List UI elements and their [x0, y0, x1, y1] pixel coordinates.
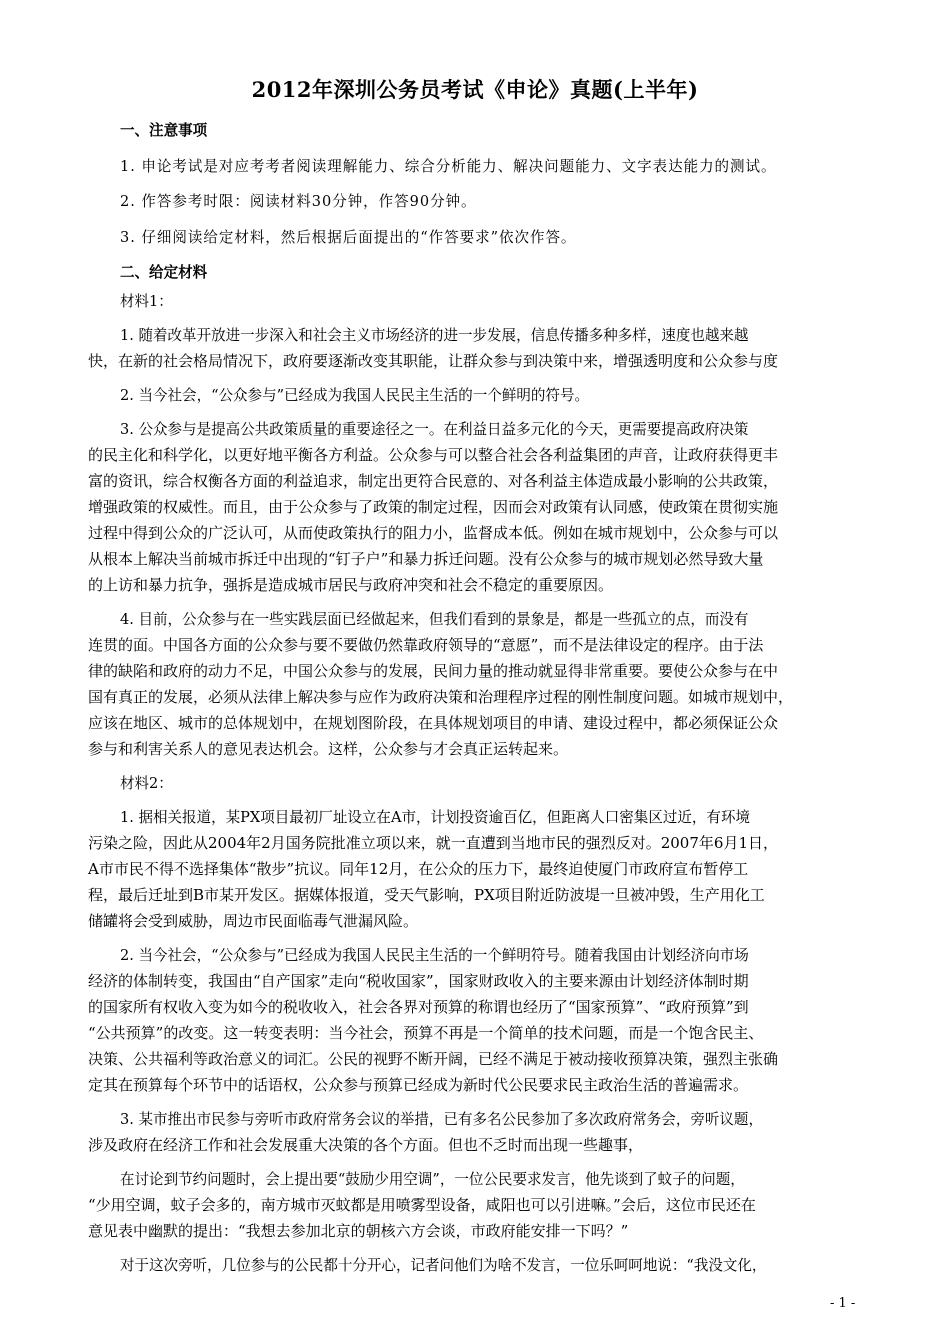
text-line: 连贯的面。中国各方面的公众参与要不要做仍然靠政府领导的“意愿”，而不是法律设定的程序。由于法: [88, 636, 764, 654]
text-line: 的上访和暴力抗争，强拆是造成城市居民与政府冲突和社会不稳定的重要原因。: [88, 576, 614, 594]
text-line: 程，最后迁址到B市某开发区。据媒体报道，受天气影响，PX项目附近防波堤一旦被冲毁，生产用化工: [88, 886, 765, 904]
notice-item-1: 1. 申论考试是对应考考者阅读理解能力、综合分析能力、解决问题能力、文字表达能力的测试。: [120, 157, 777, 175]
text-line: 参与和利害关系人的意见表达机会。这样，公众参与才会真正运转起来。: [88, 740, 569, 758]
text-line: 涉及政府在经济工作和社会发展重大决策的各个方面。但也不乏时而出现一些趣事，: [88, 1136, 644, 1154]
page-number: - 1 -: [830, 1296, 856, 1311]
text-line: 1. 随着改革开放进一步深入和社会主义市场经济的进一步发展，信息传播多种多样，速度也越来越: [120, 326, 749, 344]
text-line: 定其在预算每个环节中的话语权，公众参与预算已经成为新时代公民要求民主政治生活的普遍需求。: [88, 1076, 749, 1094]
text-line: 的民主化和科学化，以更好地平衡各方利益。公众参与可以整合社会各利益集团的声音，让政府获得更丰: [88, 446, 779, 464]
text-line: 经济的体制转变，我国由“自产国家”走向“税收国家”，国家财政收入的主要来源由计划经济体制时期: [88, 972, 749, 990]
text-line: 1. 据相关报道，某PX项目最初厂址设立在A市，计划投资逾百亿，但距离人口密集区过近，有环境: [120, 808, 751, 826]
text-line: 增强政策的权威性。而且，由于公众参与了政策的制定过程，因而会对政策有认同感，使政策在贯彻实施: [88, 498, 779, 516]
text-line: 意见表中幽默的提出：“我想去参加北京的朝核六方会谈，市政府能安排一下吗？”: [88, 1222, 629, 1240]
text-line: 律的缺陷和政府的动力不足，中国公众参与的发展，民间力量的推动就显得非常重要。要使公众参与在中: [88, 662, 779, 680]
text-line: “少用空调，蚊子会多的，南方城市灭蚊都是用喷雾型设备，咸阳也可以引进嘛。”会后，这位市民还在: [88, 1196, 756, 1214]
text-line: 决策、公共福利等政治意义的词汇。公民的视野不断开阔，已经不满足于被动接收预算决策，强烈主张确: [88, 1050, 779, 1068]
text-line: 污染之险，因此从2004年2月国务院批准立项以来，就一直遭到当地市民的强烈反对。2007年6月1日，: [88, 834, 778, 852]
text-line: 的国家所有权收入变为如今的税收收入，社会各界对预算的称谓也经历了“国家预算”、“政府预算”到: [88, 998, 749, 1016]
text-line: 国有真正的发展，必须从法律上解决参与应作为政府决策和治理程序过程的刚性制度问题。如城市规划中，: [88, 688, 794, 706]
text-line: 4. 目前，公众参与在一些实践层面已经做起来，但我们看到的景象是，都是一些孤立的点，而没有: [120, 610, 749, 628]
text-line: 储罐将会受到威胁，周边市民面临毒气泄漏风险。: [88, 912, 419, 930]
material-heading: 二、给定材料: [120, 263, 208, 281]
material-2-heading: 材料2：: [120, 774, 173, 792]
text-line: 在讨论到节约问题时，会上提出要“鼓励少用空调”，一位公民要求发言，他先谈到了蚊子的问题，: [120, 1170, 745, 1188]
text-line: 富的资讯，综合权衡各方面的利益追求，制定出更符合民意的、对各利益主体造成最小影响的公共政策，: [88, 472, 779, 490]
material-1-heading: 材料1：: [120, 292, 173, 310]
notice-item-3: 3. 仔细阅读给定材料，然后根据后面提出的“作答要求”依次作答。: [120, 228, 577, 246]
text-line: 2. 当今社会，“公众参与”已经成为我国人民民主生活的一个鲜明的符号。: [120, 386, 590, 404]
page-title: 2012年深圳公务员考试《申论》真题(上半年): [251, 77, 699, 102]
text-line: 过程中得到公众的广泛认可，从而使政策执行的阻力小，监督成本低。例如在城市规划中，公众参与可以: [88, 524, 779, 542]
text-line: 应该在地区、城市的总体规划中，在规划图阶段，在具体规划项目的申请、建设过程中，都必须保证公众: [88, 714, 779, 732]
notice-heading: 一、注意事项: [120, 121, 208, 139]
text-line: 3. 公众参与是提高公共政策质量的重要途径之一。在利益日益多元化的今天，更需要提高政府决策: [120, 420, 749, 438]
text-line: A市市民不得不选择集体“散步”抗议。同年12月，在公众的压力下，最终迫使厦门市政府宣布暂停工: [88, 860, 749, 878]
text-line: “公共预算”的改变。这一转变表明：当今社会，预算不再是一个简单的技术问题，而是一个饱含民主、: [88, 1024, 764, 1042]
text-line: 对于这次旁听，几位参与的公民都十分开心，记者问他们为啥不发言，一位乐呵呵地说：“我没文化，: [120, 1256, 767, 1274]
text-line: 从根本上解决当前城市拆迁中出现的“钉子户”和暴力拆迁问题。没有公众参与的城市规划必然导致大量: [88, 550, 764, 568]
text-line: 3. 某市推出市民参与旁听市政府常务会议的举措，已有多名公民参加了多次政府常务会，旁听议题，: [120, 1110, 763, 1128]
text-line: 2. 当今社会，“公众参与”已经成为我国人民民主生活的一个鲜明符号。随着我国由计划经济向市场: [120, 946, 749, 964]
text-line: 快，在新的社会格局情况下，政府要逐渐改变其职能，让群众参与到决策中来，增强透明度和公众参与度: [88, 352, 779, 370]
notice-item-2: 2. 作答参考时限：阅读材料30分钟，作答90分钟。: [120, 192, 477, 210]
